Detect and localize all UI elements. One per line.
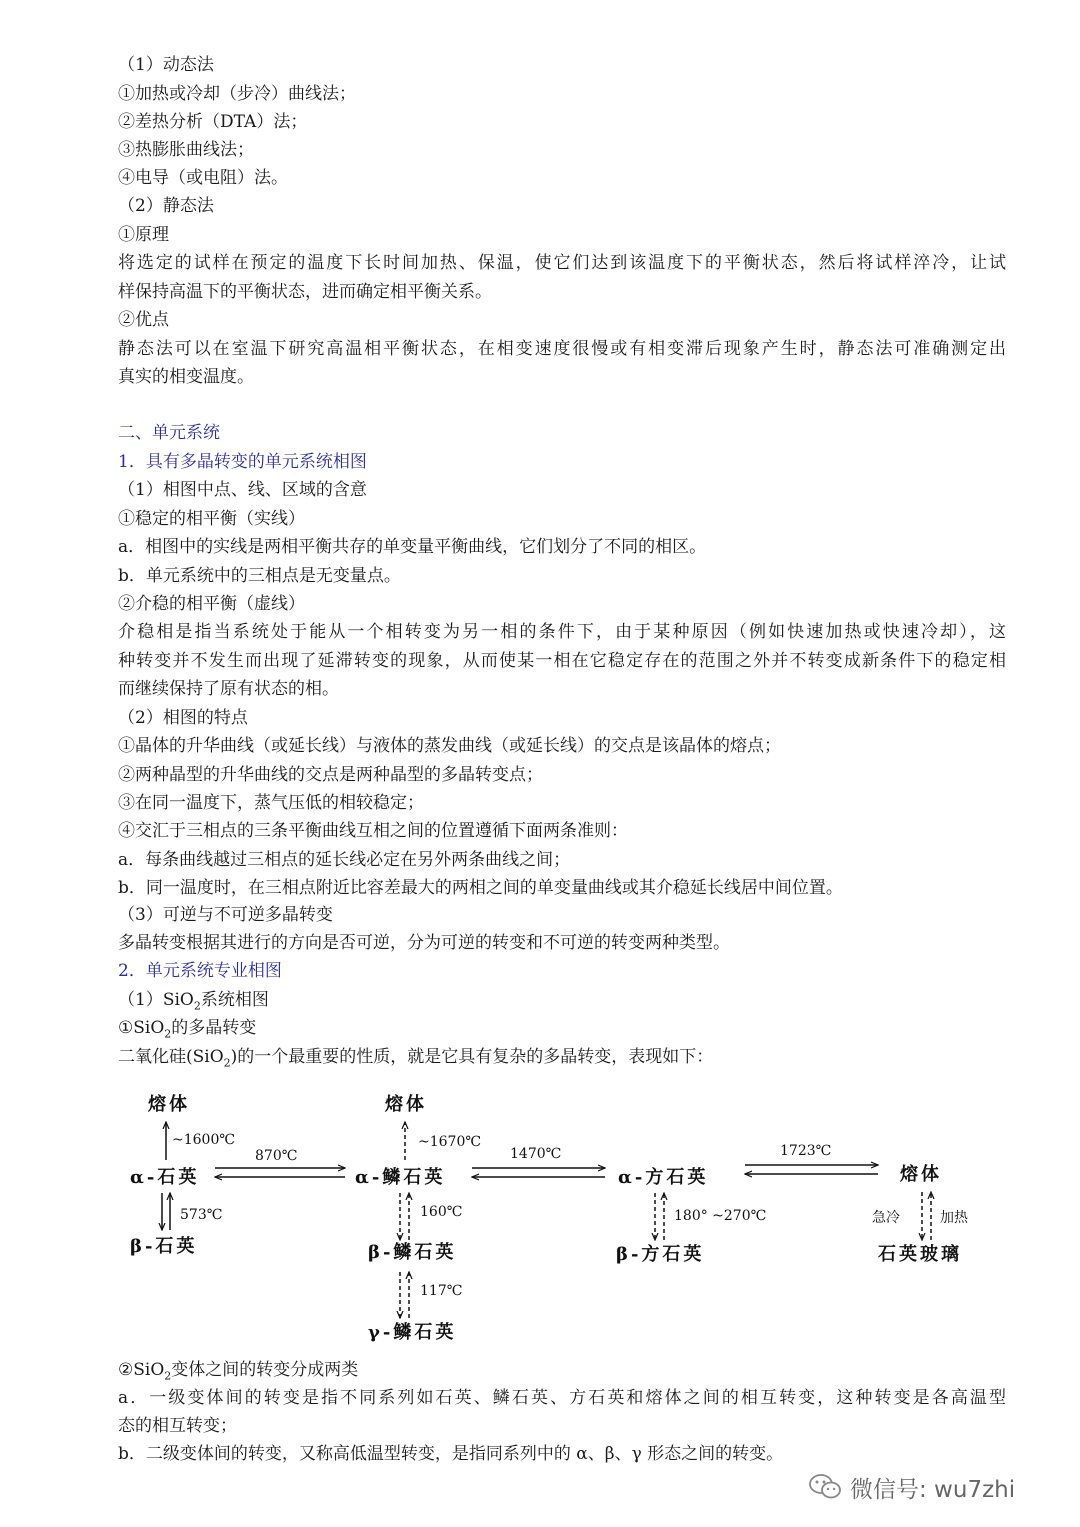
feature-4: ④交汇于三相点的三条平衡曲线互相之间的位置遵循下面两条准则：: [118, 821, 628, 841]
sio2-transformation-diagram: [100, 1080, 1000, 1350]
class-b-text: b．二级变体间的转变，又称高低温型转变，是指同系列中的 α、β、γ 形态之间的转变。: [118, 1444, 784, 1464]
temp-quartz-melt: ~1600℃: [172, 1132, 236, 1148]
sio2-system-title: （1）SiO$_2$系统相图: [118, 990, 269, 1013]
meta-text-3: 而继续保持了原有状态的相。: [118, 679, 339, 699]
melt-label-3: 熔体: [900, 1164, 942, 1185]
meta-text-2: 种转变并不发生而出现了延滞转变的现象，从而使某一相在它稳定存在的范围之外并不转变成新条件下的稳定相: [118, 651, 1006, 671]
quench-label: 急冷: [872, 1210, 900, 1226]
p2-title: （2）相图的特点: [118, 708, 248, 728]
meta-title: ②介稳的相平衡（虚线）: [118, 594, 305, 614]
stable-title: ①稳定的相平衡（实线）: [118, 509, 305, 529]
temp-trid-bg: 117℃: [420, 1283, 463, 1299]
feature-2: ②两种晶型的升华曲线的交点是两种晶型的多晶转变点；: [118, 765, 543, 785]
feature-4b: b．同一温度时，在三相点附近比容差最大的两相之间的单变量曲线或其介稳延长线居中间位置。: [118, 878, 843, 898]
beta-quartz-label: β-石英: [130, 1236, 198, 1257]
alpha-quartz-label: α-石英: [130, 1167, 200, 1188]
merit-title: ②优点: [118, 310, 169, 330]
dynamic-title: （1）动态法: [118, 55, 214, 75]
principle-text-2: 样保持高温下的平衡状态，进而确定相平衡关系。: [118, 282, 492, 302]
dynamic-item-3: ③热膨胀曲线法；: [118, 140, 254, 160]
watermark-text: 微信号: wu7zhi: [850, 1476, 1016, 1503]
p1-title: （1）相图中点、线、区域的含意: [118, 480, 367, 500]
class-a-text-1: a．一级变体间的转变是指不同系列如石英、鳞石英、方石英和熔体之间的相互转变，这种转变是各高温型: [118, 1388, 1006, 1408]
melt-label-1: 熔体: [148, 1094, 190, 1115]
dynamic-item-4: ④电导（或电阻）法。: [118, 168, 288, 188]
principle-text-1: 将选定的试样在预定的温度下长时间加热、保温，使它们达到该温度下的平衡状态，然后将试样淬冷，让试: [118, 253, 1006, 273]
feature-1: ①晶体的升华曲线（或延长线）与液体的蒸发曲线（或延长线）的交点是该晶体的熔点；: [118, 736, 781, 756]
alpha-tridymite-label: α-鳞石英: [355, 1167, 446, 1188]
beta-cristobalite-label: β-方石英: [616, 1244, 705, 1265]
temp-trid-melt: ~1670℃: [418, 1134, 482, 1150]
temp-trid-ab: 160℃: [420, 1204, 463, 1220]
wechat-icon: [808, 1472, 842, 1502]
gamma-tridymite-label: γ-鳞石英: [368, 1322, 457, 1343]
temp-crist-melt: 1723℃: [780, 1143, 832, 1159]
melt-label-2: 熔体: [385, 1094, 427, 1115]
temp-trid-crist: 1470℃: [510, 1146, 562, 1162]
static-title: （2）静态法: [118, 196, 214, 216]
subsection-heading-1: 1．具有多晶转变的单元系统相图: [118, 452, 367, 472]
temp-crist-ab: 180° ~270℃: [674, 1208, 767, 1224]
dynamic-item-2: ②差热分析（DTA）法；: [118, 112, 308, 132]
temp-quartz-trid: 870℃: [255, 1148, 298, 1164]
quartz-glass-label: 石英玻璃: [878, 1244, 962, 1265]
sio2-polymorph-title: ①SiO$_2$的多晶转变: [118, 1018, 257, 1041]
sio2-intro: 二氧化硅(SiO$_2$)的一个最重要的性质，就是它具有复杂的多晶转变，表现如下：: [118, 1047, 714, 1070]
heat-label: 加热: [940, 1210, 968, 1226]
merit-text-2: 真实的相变温度。: [118, 367, 254, 387]
subsection-heading-2: 2．单元系统专业相图: [118, 961, 282, 981]
dynamic-item-1: ①加热或冷却（步冷）曲线法；: [118, 84, 356, 104]
feature-3: ③在同一温度下，蒸气压低的相较稳定；: [118, 793, 424, 813]
alpha-cristobalite-label: α-方石英: [618, 1167, 709, 1188]
stable-a: a．相图中的实线是两相平衡共存的单变量平衡曲线，它们划分了不同的相区。: [118, 537, 707, 557]
p3-text: 多晶转变根据其进行的方向是否可逆，分为可逆的转变和不可逆的转变两种类型。: [118, 933, 730, 953]
wechat-watermark: [808, 1470, 1015, 1504]
feature-4a: a．每条曲线越过三相点的延长线必定在另外两条曲线之间；: [118, 850, 571, 870]
class-a-text-2: 态的相互转变；: [118, 1416, 237, 1436]
temp-quartz-ab: 573℃: [180, 1207, 223, 1223]
meta-text-1: 介稳相是指当系统处于能从一个相转变为另一相的条件下，由于某种原因（例如快速加热或快速冷却），这: [118, 622, 1006, 642]
merit-text-1: 静态法可以在室温下研究高温相平衡状态，在相变速度很慢或有相变滞后现象产生时，静态法可准确测定出: [118, 339, 1006, 359]
sio2-class-title: ②SiO$_2$变体之间的转变分成两类: [118, 1360, 359, 1383]
p3-title: （3）可逆与不可逆多晶转变: [118, 905, 333, 925]
section-heading: 二、单元系统: [118, 423, 220, 443]
principle-title: ①原理: [118, 225, 169, 245]
stable-b: b．单元系统中的三相点是无变量点。: [118, 566, 401, 586]
beta-tridymite-label: β-鳞石英: [368, 1242, 457, 1263]
